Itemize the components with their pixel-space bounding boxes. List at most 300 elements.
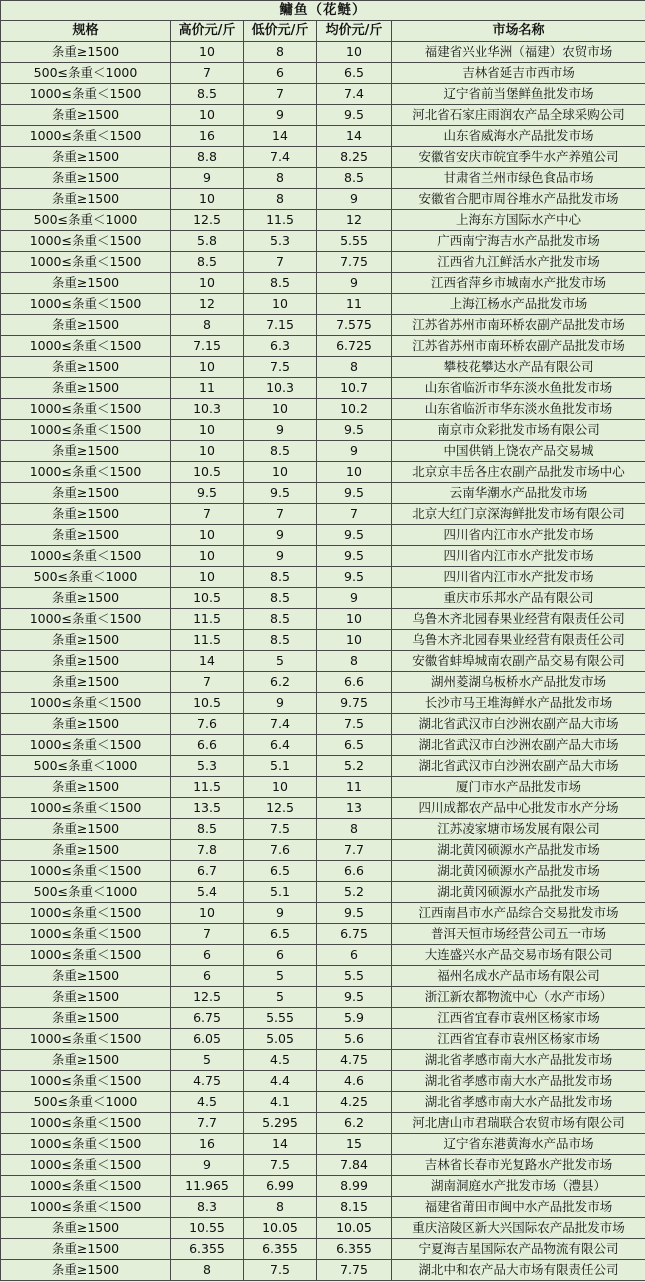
cell-low-price: 8 xyxy=(244,168,317,189)
cell-high-price: 9 xyxy=(171,1155,244,1176)
cell-avg-price: 5.55 xyxy=(317,231,392,252)
cell-market: 福州名成水产品市场有限公司 xyxy=(392,966,645,987)
cell-high-price: 16 xyxy=(171,1134,244,1155)
cell-high-price: 4.5 xyxy=(171,1092,244,1113)
cell-low-price: 5 xyxy=(244,966,317,987)
cell-spec: 条重≥1500 xyxy=(1,483,171,504)
cell-spec: 条重≥1500 xyxy=(1,441,171,462)
table-row xyxy=(1,147,645,168)
cell-low-price: 7.15 xyxy=(244,315,317,336)
cell-high-price: 10 xyxy=(171,546,244,567)
cell-low-price: 5.295 xyxy=(244,1113,317,1134)
cell-market: 上海江杨水产品批发市场 xyxy=(392,294,645,315)
cell-low-price: 5.1 xyxy=(244,882,317,903)
cell-market: 吉林省延吉市西市场 xyxy=(392,63,645,84)
cell-spec: 1000≤条重＜1500 xyxy=(1,609,171,630)
cell-market: 长沙市马王堆海鲜水产品批发市场 xyxy=(392,693,645,714)
table-row xyxy=(1,357,645,378)
cell-low-price: 10 xyxy=(244,399,317,420)
table-row xyxy=(1,84,645,105)
cell-high-price: 10 xyxy=(171,441,244,462)
cell-avg-price: 4.6 xyxy=(317,1071,392,1092)
cell-spec: 条重≥1500 xyxy=(1,840,171,861)
cell-high-price: 7 xyxy=(171,924,244,945)
cell-avg-price: 7.575 xyxy=(317,315,392,336)
cell-market: 北京大红门京深海鲜批发市场有限公司 xyxy=(392,504,645,525)
table-row xyxy=(1,378,645,399)
cell-high-price: 10.5 xyxy=(171,693,244,714)
cell-spec: 1000≤条重＜1500 xyxy=(1,399,171,420)
cell-low-price: 7.4 xyxy=(244,714,317,735)
table-row xyxy=(1,42,645,63)
cell-high-price: 8.5 xyxy=(171,84,244,105)
cell-market: 辽宁省东港黄海水产品市场 xyxy=(392,1134,645,1155)
header-row xyxy=(1,21,645,42)
cell-market: 四川省内江市水产批发市场 xyxy=(392,546,645,567)
cell-market: 湖北中和农产品大市场有限责任公司 xyxy=(392,1260,645,1281)
cell-low-price: 7.4 xyxy=(244,147,317,168)
cell-market: 攀枝花攀达水产品有限公司 xyxy=(392,357,645,378)
cell-low-price: 5.3 xyxy=(244,231,317,252)
cell-avg-price: 8 xyxy=(317,651,392,672)
cell-spec: 条重≥1500 xyxy=(1,987,171,1008)
cell-avg-price: 9 xyxy=(317,588,392,609)
table-row xyxy=(1,1239,645,1260)
cell-low-price: 6.2 xyxy=(244,672,317,693)
cell-market: 安徽省合肥市周谷堆水产品批发市场 xyxy=(392,189,645,210)
cell-avg-price: 9.5 xyxy=(317,903,392,924)
cell-low-price: 8.5 xyxy=(244,609,317,630)
cell-high-price: 10.5 xyxy=(171,462,244,483)
cell-market: 甘肃省兰州市绿色食品市场 xyxy=(392,168,645,189)
cell-high-price: 6 xyxy=(171,966,244,987)
cell-high-price: 10 xyxy=(171,105,244,126)
table-row xyxy=(1,609,645,630)
table-row xyxy=(1,651,645,672)
table-row xyxy=(1,714,645,735)
cell-spec: 条重≥1500 xyxy=(1,273,171,294)
cell-low-price: 10 xyxy=(244,294,317,315)
table-row xyxy=(1,315,645,336)
table-row xyxy=(1,1197,645,1218)
cell-low-price: 6.5 xyxy=(244,861,317,882)
cell-market: 湖北省武汉市白沙洲农副产品大市场 xyxy=(392,735,645,756)
cell-spec: 条重≥1500 xyxy=(1,357,171,378)
cell-low-price: 9 xyxy=(244,105,317,126)
table-row xyxy=(1,462,645,483)
cell-avg-price: 9 xyxy=(317,273,392,294)
cell-spec: 条重≥1500 xyxy=(1,588,171,609)
cell-avg-price: 9.5 xyxy=(317,987,392,1008)
cell-avg-price: 13 xyxy=(317,798,392,819)
table-row xyxy=(1,735,645,756)
cell-high-price: 10 xyxy=(171,420,244,441)
cell-high-price: 12.5 xyxy=(171,987,244,1008)
cell-market: 湖北黄冈硕源水产品批发市场 xyxy=(392,882,645,903)
cell-spec: 条重≥1500 xyxy=(1,504,171,525)
cell-low-price: 7 xyxy=(244,252,317,273)
cell-spec: 1000≤条重＜1500 xyxy=(1,1155,171,1176)
cell-market: 河北唐山市君瑞联合农贸市场有限公司 xyxy=(392,1113,645,1134)
table-row xyxy=(1,399,645,420)
table-row xyxy=(1,105,645,126)
table-row xyxy=(1,777,645,798)
cell-high-price: 10.55 xyxy=(171,1218,244,1239)
table-row xyxy=(1,420,645,441)
cell-spec: 条重≥1500 xyxy=(1,819,171,840)
header-market: 市场名称 xyxy=(392,21,645,42)
cell-high-price: 8.5 xyxy=(171,252,244,273)
cell-low-price: 11.5 xyxy=(244,210,317,231)
cell-market: 江苏凌家塘市场发展有限公司 xyxy=(392,819,645,840)
cell-avg-price: 7.84 xyxy=(317,1155,392,1176)
cell-avg-price: 9 xyxy=(317,189,392,210)
cell-avg-price: 10.05 xyxy=(317,1218,392,1239)
cell-high-price: 10.3 xyxy=(171,399,244,420)
cell-avg-price: 7.75 xyxy=(317,252,392,273)
cell-market: 福建省兴业华洲（福建）农贸市场 xyxy=(392,42,645,63)
cell-market: 湖北省孝感市南大水产品批发市场 xyxy=(392,1092,645,1113)
table-row xyxy=(1,1134,645,1155)
cell-avg-price: 7.5 xyxy=(317,714,392,735)
cell-spec: 条重≥1500 xyxy=(1,1260,171,1281)
cell-spec: 1000≤条重＜1500 xyxy=(1,84,171,105)
table-row xyxy=(1,1260,645,1281)
cell-high-price: 8 xyxy=(171,1260,244,1281)
cell-low-price: 9 xyxy=(244,420,317,441)
cell-market: 河北省石家庄雨润农产品全球采购公司 xyxy=(392,105,645,126)
cell-avg-price: 5.2 xyxy=(317,882,392,903)
cell-high-price: 8 xyxy=(171,315,244,336)
cell-high-price: 6.7 xyxy=(171,861,244,882)
cell-high-price: 6.355 xyxy=(171,1239,244,1260)
cell-low-price: 10.05 xyxy=(244,1218,317,1239)
cell-market: 四川省内江市水产批发市场 xyxy=(392,567,645,588)
cell-avg-price: 10 xyxy=(317,462,392,483)
cell-avg-price: 12 xyxy=(317,210,392,231)
cell-high-price: 9.5 xyxy=(171,483,244,504)
cell-low-price: 7.5 xyxy=(244,357,317,378)
cell-avg-price: 7.4 xyxy=(317,84,392,105)
table-row xyxy=(1,798,645,819)
cell-low-price: 10 xyxy=(244,462,317,483)
table-row xyxy=(1,1176,645,1197)
cell-market: 江苏省苏州市南环桥农副产品批发市场 xyxy=(392,315,645,336)
table-row xyxy=(1,1029,645,1050)
cell-high-price: 7.7 xyxy=(171,1113,244,1134)
cell-high-price: 6 xyxy=(171,945,244,966)
table-row xyxy=(1,1155,645,1176)
cell-spec: 1000≤条重＜1500 xyxy=(1,294,171,315)
cell-spec: 1000≤条重＜1500 xyxy=(1,1029,171,1050)
cell-spec: 条重≥1500 xyxy=(1,1218,171,1239)
cell-avg-price: 6.5 xyxy=(317,735,392,756)
cell-market: 山东省临沂市华东淡水鱼批发市场 xyxy=(392,378,645,399)
cell-market: 宁夏海吉星国际农产品物流有限公司 xyxy=(392,1239,645,1260)
cell-low-price: 8 xyxy=(244,1197,317,1218)
cell-low-price: 6 xyxy=(244,945,317,966)
cell-low-price: 6 xyxy=(244,63,317,84)
cell-spec: 条重≥1500 xyxy=(1,525,171,546)
cell-high-price: 4.75 xyxy=(171,1071,244,1092)
cell-avg-price: 6 xyxy=(317,945,392,966)
table-row xyxy=(1,231,645,252)
cell-market: 大连盛兴水产品交易市场有限公司 xyxy=(392,945,645,966)
table-row xyxy=(1,504,645,525)
cell-avg-price: 4.75 xyxy=(317,1050,392,1071)
cell-high-price: 6.6 xyxy=(171,735,244,756)
cell-avg-price: 6.2 xyxy=(317,1113,392,1134)
cell-high-price: 5.3 xyxy=(171,756,244,777)
cell-low-price: 6.4 xyxy=(244,735,317,756)
table-row xyxy=(1,882,645,903)
table-row xyxy=(1,294,645,315)
cell-market: 江苏省苏州市南环桥农副产品批发市场 xyxy=(392,336,645,357)
cell-low-price: 8.5 xyxy=(244,567,317,588)
header-spec: 规格 xyxy=(1,21,171,42)
cell-high-price: 10 xyxy=(171,903,244,924)
table-row xyxy=(1,1071,645,1092)
table-row xyxy=(1,924,645,945)
cell-low-price: 4.5 xyxy=(244,1050,317,1071)
cell-spec: 条重≥1500 xyxy=(1,189,171,210)
cell-market: 江西省宜春市袁州区杨家市场 xyxy=(392,1029,645,1050)
cell-high-price: 11.965 xyxy=(171,1176,244,1197)
cell-market: 厦门市水产品批发市场 xyxy=(392,777,645,798)
cell-low-price: 8.5 xyxy=(244,588,317,609)
cell-avg-price: 9.75 xyxy=(317,693,392,714)
cell-spec: 条重≥1500 xyxy=(1,378,171,399)
cell-market: 湖北省孝感市南大水产品批发市场 xyxy=(392,1071,645,1092)
cell-market: 江西省九江鲜活水产批发市场 xyxy=(392,252,645,273)
cell-market: 浙江新农都物流中心（水产市场） xyxy=(392,987,645,1008)
cell-high-price: 8.5 xyxy=(171,819,244,840)
cell-low-price: 7.6 xyxy=(244,840,317,861)
cell-low-price: 5 xyxy=(244,987,317,1008)
cell-spec: 条重≥1500 xyxy=(1,1239,171,1260)
cell-high-price: 7.6 xyxy=(171,714,244,735)
cell-avg-price: 7.7 xyxy=(317,840,392,861)
cell-spec: 1000≤条重＜1500 xyxy=(1,1134,171,1155)
table-row xyxy=(1,273,645,294)
cell-market: 湖州菱湖乌板桥水产品批发市场 xyxy=(392,672,645,693)
cell-spec: 条重≥1500 xyxy=(1,630,171,651)
cell-avg-price: 6.6 xyxy=(317,861,392,882)
cell-low-price: 10 xyxy=(244,777,317,798)
cell-spec: 500≤条重＜1000 xyxy=(1,1092,171,1113)
cell-market: 四川省内江市水产批发市场 xyxy=(392,525,645,546)
cell-spec: 1000≤条重＜1500 xyxy=(1,1176,171,1197)
table-row xyxy=(1,1218,645,1239)
table-row xyxy=(1,546,645,567)
cell-low-price: 12.5 xyxy=(244,798,317,819)
cell-high-price: 7.8 xyxy=(171,840,244,861)
cell-low-price: 8 xyxy=(244,42,317,63)
cell-market: 江西南昌市水产品综合交易批发市场 xyxy=(392,903,645,924)
cell-high-price: 10 xyxy=(171,567,244,588)
cell-spec: 1000≤条重＜1500 xyxy=(1,126,171,147)
cell-high-price: 7 xyxy=(171,63,244,84)
cell-low-price: 9.5 xyxy=(244,483,317,504)
cell-spec: 条重≥1500 xyxy=(1,42,171,63)
header-avg-price: 均价元/斤 xyxy=(317,21,392,42)
table-row xyxy=(1,567,645,588)
cell-low-price: 7.5 xyxy=(244,1155,317,1176)
cell-low-price: 5 xyxy=(244,651,317,672)
cell-high-price: 10 xyxy=(171,189,244,210)
cell-avg-price: 7.75 xyxy=(317,1260,392,1281)
table-row xyxy=(1,210,645,231)
cell-low-price: 8.5 xyxy=(244,441,317,462)
cell-spec: 1000≤条重＜1500 xyxy=(1,462,171,483)
table-row xyxy=(1,966,645,987)
table-row xyxy=(1,945,645,966)
cell-spec: 1000≤条重＜1500 xyxy=(1,861,171,882)
cell-market: 四川成都农产品中心批发市水产分场 xyxy=(392,798,645,819)
cell-low-price: 14 xyxy=(244,126,317,147)
cell-avg-price: 5.6 xyxy=(317,1029,392,1050)
cell-spec: 1000≤条重＜1500 xyxy=(1,546,171,567)
cell-high-price: 7 xyxy=(171,672,244,693)
cell-spec: 1000≤条重＜1500 xyxy=(1,1197,171,1218)
cell-avg-price: 11 xyxy=(317,777,392,798)
cell-high-price: 5.4 xyxy=(171,882,244,903)
cell-avg-price: 6.5 xyxy=(317,63,392,84)
cell-high-price: 11.5 xyxy=(171,609,244,630)
cell-market: 辽宁省前当堡鲜鱼批发市场 xyxy=(392,84,645,105)
cell-avg-price: 6.75 xyxy=(317,924,392,945)
cell-spec: 条重≥1500 xyxy=(1,672,171,693)
cell-avg-price: 8.25 xyxy=(317,147,392,168)
cell-market: 吉林省长春市光复路水产批发市场 xyxy=(392,1155,645,1176)
cell-market: 湖北黄冈硕源水产品批发市场 xyxy=(392,861,645,882)
cell-spec: 1000≤条重＜1500 xyxy=(1,420,171,441)
cell-low-price: 5.1 xyxy=(244,756,317,777)
cell-avg-price: 11 xyxy=(317,294,392,315)
cell-low-price: 9 xyxy=(244,903,317,924)
cell-low-price: 4.1 xyxy=(244,1092,317,1113)
cell-avg-price: 10.2 xyxy=(317,399,392,420)
cell-low-price: 5.55 xyxy=(244,1008,317,1029)
cell-avg-price: 8 xyxy=(317,819,392,840)
cell-spec: 条重≥1500 xyxy=(1,651,171,672)
table-row xyxy=(1,441,645,462)
cell-spec: 条重≥1500 xyxy=(1,1050,171,1071)
cell-low-price: 9 xyxy=(244,525,317,546)
cell-spec: 500≤条重＜1000 xyxy=(1,882,171,903)
cell-avg-price: 15 xyxy=(317,1134,392,1155)
cell-market: 安徽省蚌埠城南农副产品交易有限公司 xyxy=(392,651,645,672)
table-row xyxy=(1,63,645,84)
cell-high-price: 11.5 xyxy=(171,777,244,798)
cell-high-price: 6.75 xyxy=(171,1008,244,1029)
cell-market: 安徽省安庆市皖宜季牛水产养殖公司 xyxy=(392,147,645,168)
cell-high-price: 7 xyxy=(171,504,244,525)
table-row xyxy=(1,1113,645,1134)
cell-high-price: 10 xyxy=(171,357,244,378)
cell-spec: 条重≥1500 xyxy=(1,1008,171,1029)
cell-avg-price: 9.5 xyxy=(317,105,392,126)
cell-avg-price: 5.9 xyxy=(317,1008,392,1029)
cell-low-price: 6.99 xyxy=(244,1176,317,1197)
cell-market: 湖北省孝感市南大水产品批发市场 xyxy=(392,1050,645,1071)
table-row xyxy=(1,987,645,1008)
cell-market: 江西省萍乡市城南水产批发市场 xyxy=(392,273,645,294)
table-row xyxy=(1,1092,645,1113)
cell-avg-price: 5.5 xyxy=(317,966,392,987)
cell-spec: 条重≥1500 xyxy=(1,315,171,336)
cell-spec: 1000≤条重＜1500 xyxy=(1,945,171,966)
cell-low-price: 9 xyxy=(244,693,317,714)
table-row xyxy=(1,483,645,504)
cell-spec: 500≤条重＜1000 xyxy=(1,756,171,777)
cell-spec: 500≤条重＜1000 xyxy=(1,567,171,588)
table-row xyxy=(1,336,645,357)
cell-avg-price: 10 xyxy=(317,609,392,630)
cell-low-price: 8.5 xyxy=(244,273,317,294)
cell-market: 中国供销上饶农产品交易城 xyxy=(392,441,645,462)
cell-high-price: 5 xyxy=(171,1050,244,1071)
table-title: 鳙鱼（花鲢） xyxy=(1,1,645,21)
cell-low-price: 4.4 xyxy=(244,1071,317,1092)
cell-high-price: 16 xyxy=(171,126,244,147)
cell-spec: 500≤条重＜1000 xyxy=(1,63,171,84)
cell-high-price: 7.15 xyxy=(171,336,244,357)
cell-market: 云南华潮水产品批发市场 xyxy=(392,483,645,504)
cell-market: 湖北省武汉市白沙洲农副产品大市场 xyxy=(392,756,645,777)
cell-avg-price: 9.5 xyxy=(317,420,392,441)
cell-high-price: 10.5 xyxy=(171,588,244,609)
cell-avg-price: 9.5 xyxy=(317,546,392,567)
cell-low-price: 7 xyxy=(244,504,317,525)
cell-market: 湖南洞庭水产批发市场（澧县） xyxy=(392,1176,645,1197)
cell-market: 重庆涪陵区新大兴国际农产品批发市场 xyxy=(392,1218,645,1239)
cell-avg-price: 10.7 xyxy=(317,378,392,399)
table-row xyxy=(1,525,645,546)
cell-avg-price: 10 xyxy=(317,630,392,651)
cell-spec: 条重≥1500 xyxy=(1,966,171,987)
header-low-price: 低价元/斤 xyxy=(244,21,317,42)
cell-avg-price: 6.725 xyxy=(317,336,392,357)
cell-avg-price: 10 xyxy=(317,42,392,63)
cell-market: 乌鲁木齐北园春果业经营有限责任公司 xyxy=(392,630,645,651)
cell-spec: 1000≤条重＜1500 xyxy=(1,903,171,924)
table-row xyxy=(1,126,645,147)
cell-avg-price: 9.5 xyxy=(317,483,392,504)
table-row xyxy=(1,903,645,924)
cell-high-price: 12.5 xyxy=(171,210,244,231)
cell-high-price: 8.3 xyxy=(171,1197,244,1218)
cell-high-price: 5.8 xyxy=(171,231,244,252)
cell-high-price: 8.8 xyxy=(171,147,244,168)
cell-avg-price: 9.5 xyxy=(317,525,392,546)
cell-high-price: 11.5 xyxy=(171,630,244,651)
cell-avg-price: 4.25 xyxy=(317,1092,392,1113)
table-row xyxy=(1,1050,645,1071)
cell-low-price: 9 xyxy=(244,546,317,567)
table-row xyxy=(1,630,645,651)
cell-avg-price: 9 xyxy=(317,441,392,462)
cell-spec: 1000≤条重＜1500 xyxy=(1,924,171,945)
cell-high-price: 10 xyxy=(171,42,244,63)
cell-spec: 1000≤条重＜1500 xyxy=(1,735,171,756)
cell-avg-price: 7 xyxy=(317,504,392,525)
cell-market: 乌鲁木齐北园春果业经营有限责任公司 xyxy=(392,609,645,630)
cell-spec: 1000≤条重＜1500 xyxy=(1,1113,171,1134)
cell-low-price: 6.3 xyxy=(244,336,317,357)
header-high-price: 高价元/斤 xyxy=(171,21,244,42)
cell-spec: 1000≤条重＜1500 xyxy=(1,1071,171,1092)
